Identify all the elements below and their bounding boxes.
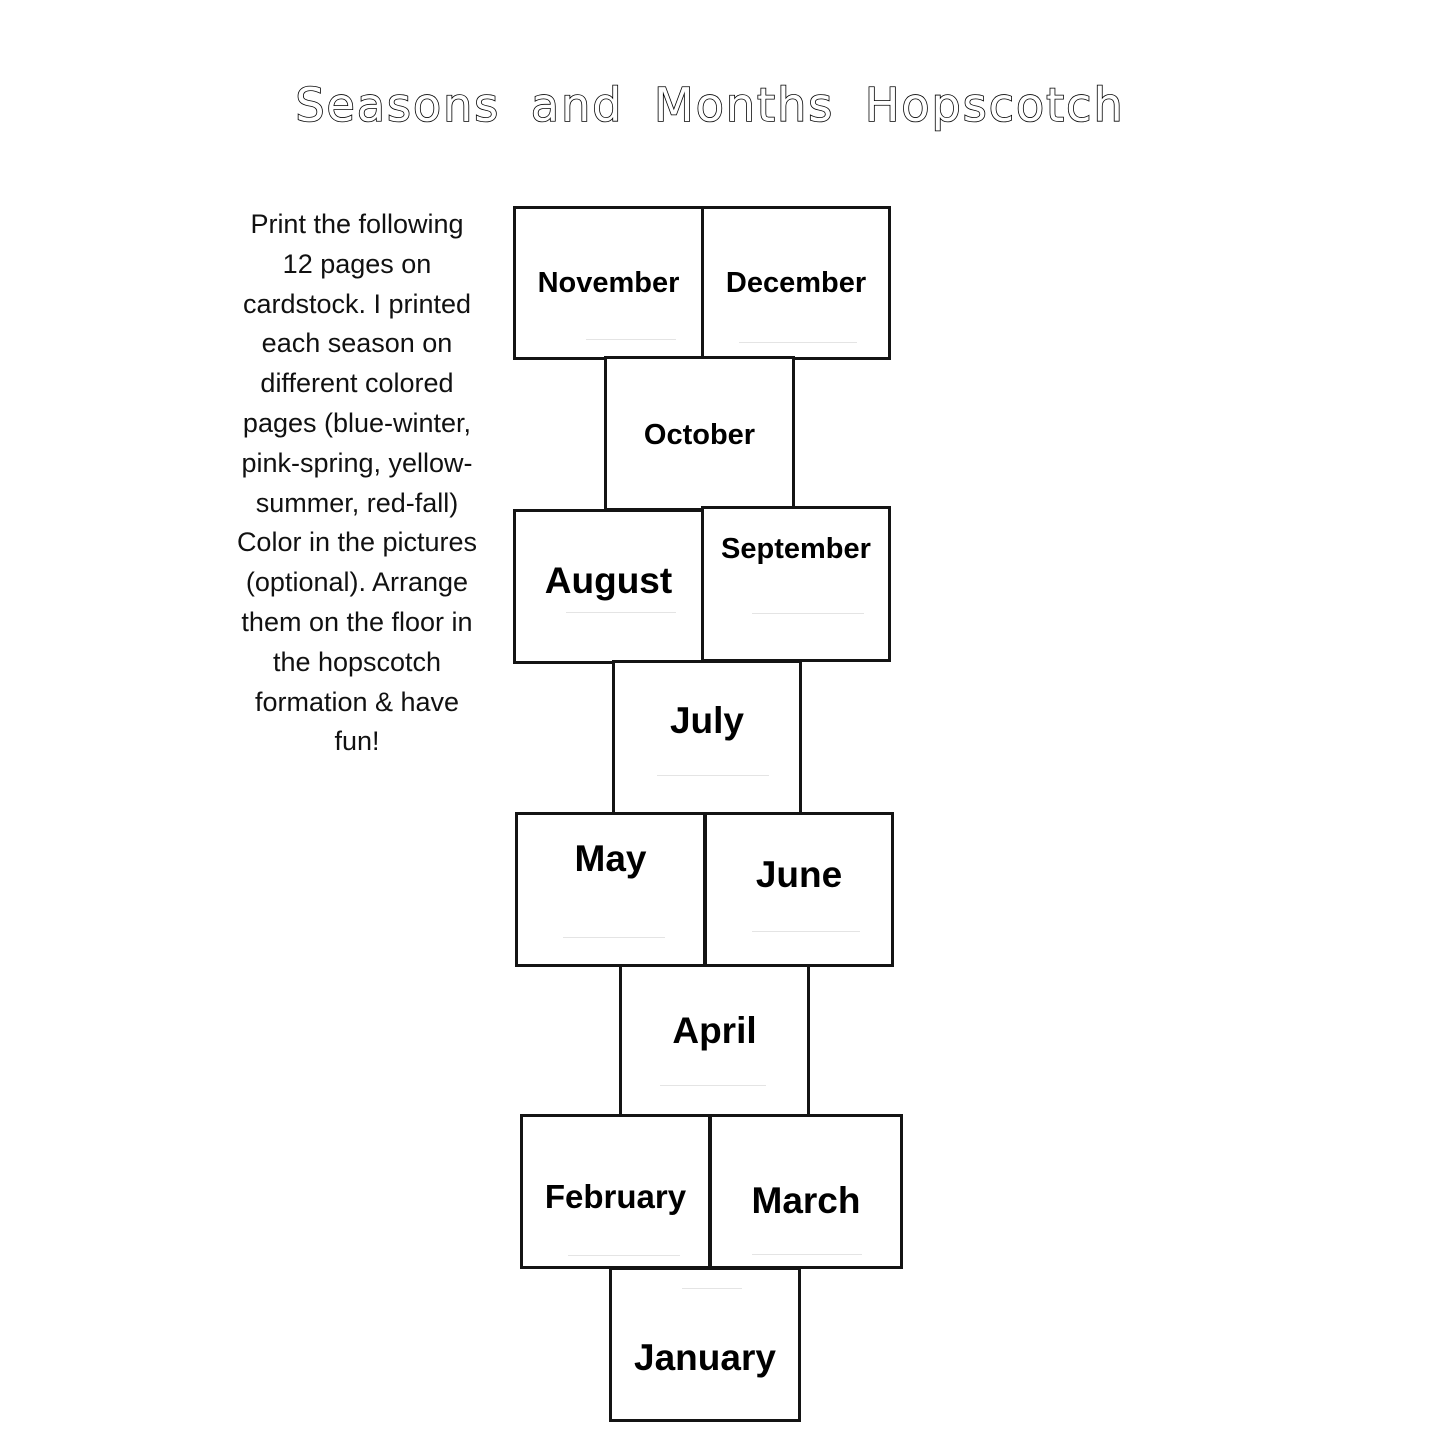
caption-line — [682, 1288, 742, 1289]
caption-line — [739, 342, 857, 343]
card-october — [604, 356, 795, 511]
card-february — [520, 1114, 711, 1269]
card-march — [709, 1114, 903, 1269]
caption-line — [752, 1254, 862, 1255]
card-august — [513, 509, 704, 664]
month-label-september: September — [721, 533, 871, 565]
instructions-text: Print the following 12 pages on cardstock. I printed each season on different colored pages (blue-winter, pink-spring, yellow-summer, red-fall) Color in the pictures (optional). Arrange them on the floor in the hopscotch formation & have fun! — [236, 209, 478, 757]
card-june — [704, 812, 894, 967]
month-label-may: May — [574, 838, 647, 879]
month-label-march: March — [751, 1180, 861, 1221]
page-title: Seasons and Months Hopscotch — [295, 78, 1125, 132]
caption-line — [660, 1085, 766, 1086]
card-december — [701, 206, 891, 360]
month-label-august: August — [544, 560, 673, 601]
month-label-december: December — [725, 267, 867, 299]
month-label-june: June — [755, 854, 843, 895]
month-label-october: October — [643, 419, 756, 451]
caption-line — [566, 612, 676, 613]
month-label-november: November — [537, 267, 680, 299]
caption-line — [568, 1255, 680, 1256]
card-january — [609, 1267, 801, 1422]
month-label-july: July — [669, 700, 745, 741]
month-label-january: January — [634, 1337, 776, 1378]
card-may — [515, 812, 706, 967]
card-september — [701, 506, 891, 662]
card-november — [513, 206, 704, 360]
card-july — [612, 660, 802, 815]
month-label-february: February — [544, 1178, 687, 1215]
caption-line — [752, 613, 864, 614]
caption-line — [586, 339, 676, 340]
caption-line — [657, 775, 769, 776]
month-label-april: April — [672, 1010, 757, 1051]
caption-line — [563, 937, 665, 938]
caption-line — [752, 931, 860, 932]
card-april — [619, 964, 810, 1118]
